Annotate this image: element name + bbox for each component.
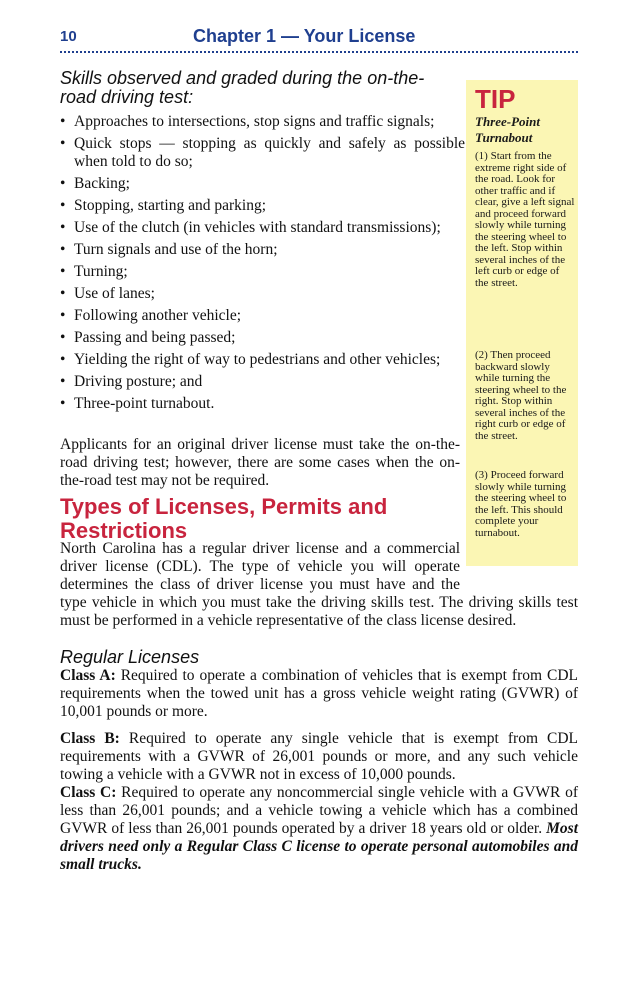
class-c-paragraph — [60, 784, 578, 874]
skills-list-item: • Yielding the right of way to pedestrians and other vehicles; — [60, 351, 465, 369]
skills-list-item: • Use of the clutch (in vehicles with standard transmissions); — [60, 219, 465, 237]
chapter-title: Chapter 1 — Your License — [193, 26, 416, 46]
class-c-label: Class C: — [60, 784, 117, 801]
paragraph-line: type vehicle in which you must take the driving skills test. The driving skills test — [60, 594, 578, 611]
class-b-paragraph — [60, 730, 578, 784]
road-test-paragraph: Applicants for an original driver license must take the on-the-road driving test; however, there are some cases when the on-the-road test may not be required. — [60, 436, 460, 489]
class-a-text: Required to operate a combination of vehicles that is exempt from CDL requirements when the towed unit has a gross vehicle weight rating (GVWR) of 10,001 pounds or more. — [60, 667, 578, 720]
class-b-text: Required to operate any single vehicle that is exempt from CDL requirements with a GVWR of 26,001 pounds or more, and any such vehicle towing a vehicle with a GVWR not in excess of 10,000 pounds. — [60, 730, 579, 783]
skills-list-item: • Stopping, starting and parking; — [60, 197, 465, 215]
paragraph-line: determines the class of driver license you must have and the — [60, 576, 460, 593]
tip-step: (3) Proceed forward slowly while turning the steering wheel to the left. This should complete your turnabout. — [475, 469, 567, 539]
types-of-licenses-heading: Types of Licenses, Permits and Restrictions — [60, 494, 388, 543]
skills-list — [60, 113, 465, 417]
skills-list-item: • Passing and being passed; — [60, 329, 465, 347]
page-header — [60, 26, 578, 52]
class-a-paragraph — [60, 667, 578, 721]
class-b-label: Class B: — [60, 730, 120, 747]
paragraph-line: driver license (CDL). The type of vehicle you will operate — [60, 558, 460, 575]
skills-list-item: • Turn signals and use of the horn; — [60, 241, 465, 259]
skills-list-item: • Following another vehicle; — [60, 307, 465, 325]
page-number: 10 — [60, 28, 77, 45]
skills-list-item: • Use of lanes; — [60, 285, 465, 303]
paragraph-line: must be performed in a vehicle representative of the class license desired. — [60, 612, 517, 629]
regular-licenses-heading: Regular Licenses — [60, 647, 200, 667]
tip-box — [466, 80, 578, 566]
skills-list-item: • Backing; — [60, 175, 465, 193]
skills-heading: Skills observed and graded during the on-the-road driving test: — [60, 68, 425, 107]
class-c-text: Required to operate any noncommercial single vehicle with a GVWR of less than 26,001 pounds; and a vehicle towing a vehicle which has a combined GVWR of less than 26,001 pounds operated by a driver 18 years old or older. — [60, 784, 579, 837]
tip-subtitle: Three-Point Turnabout — [475, 114, 540, 145]
skills-list-item: • Turning; — [60, 263, 465, 281]
tip-step: (2) Then proceed backward slowly while turning the steering wheel to the right. Stop within several inches of the right curb or edge of the street. — [475, 349, 567, 442]
skills-list-item: • Driving posture; and — [60, 373, 465, 391]
skills-list-item: • Approaches to intersections, stop signs and traffic signals; — [60, 113, 465, 131]
header-dotted-rule — [60, 51, 578, 53]
class-a-label: Class A: — [60, 667, 116, 684]
skills-list-item: • Three-point turnabout. — [60, 395, 465, 413]
tip-step: (1) Start from the extreme right side of the road. Look for other traffic and if clear, give a left signal and proceed forward slowly while turning the steering wheel to the left. Stop within several inches of the left curb or edge of the street. — [475, 150, 575, 289]
class-c-emphasis: Most drivers need only a Regular Class C license to operate personal automobiles and small trucks. — [60, 820, 578, 873]
tip-title: TIP — [475, 84, 516, 114]
skills-list-item: • Quick stops — stopping as quickly and safely as possible when told to do so; — [60, 135, 465, 171]
paragraph-line: North Carolina has a regular driver license and a commercial — [60, 540, 460, 557]
